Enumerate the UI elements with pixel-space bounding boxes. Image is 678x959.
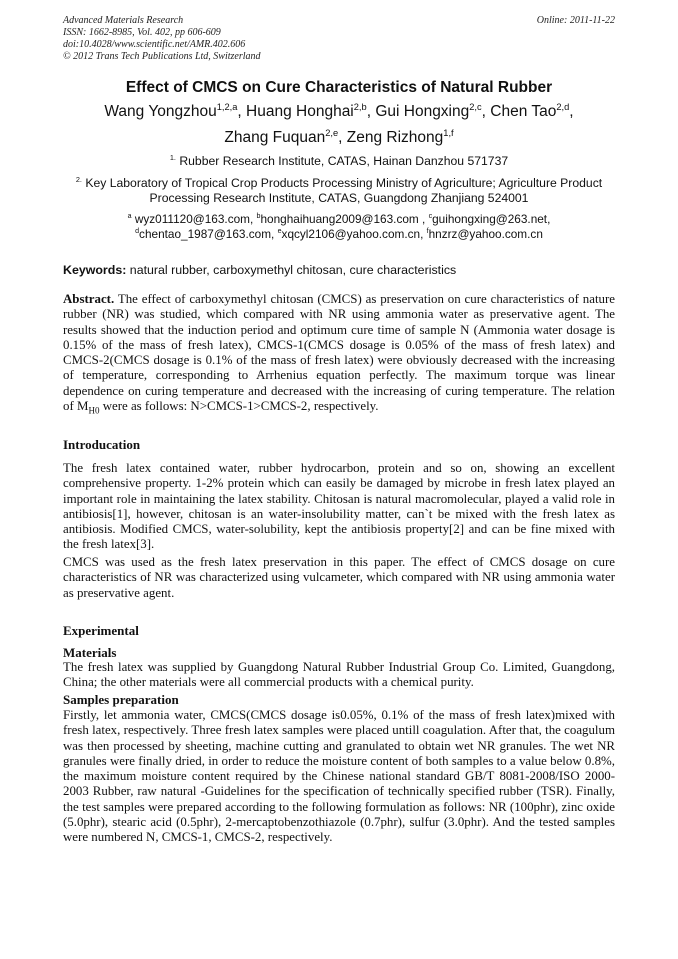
abstract-paragraph [63, 292, 615, 414]
abstract-text-end: were as follows: N>CMCS-1>CMCS-2, respectively. [99, 399, 379, 414]
author-name: Huang Honghai [246, 103, 354, 120]
author-affiliation-mark: 2,e [325, 127, 339, 138]
email-list-line-2 [0, 227, 678, 241]
materials-heading: Materials [63, 645, 117, 660]
experimental-heading: Experimental [63, 623, 139, 638]
email-list-line-1 [0, 212, 678, 226]
email-address: xqcyl2106@yahoo.com.cn, [281, 227, 427, 241]
introduction-paragraph-1: The fresh latex contained water, rubber hydrocarbon, protein and so on, showing an excellent comprehensive property. 1-2% protein which can easily be damaged by microbe in fresh latex played an important role in maintaining the latex stability. Chitosan is natural macromolecular, played a valid role in antibiosis[1], however, chitosan is an water-insolubility matter, can`t be mixed with the fresh latex as antibiosis. Modified CMCS, water-solubility, kept the antibiosis property[2] and can be fine mixed with the fresh latex[3]. [63, 461, 615, 552]
abstract-subscript: H0 [88, 405, 100, 416]
journal-header [63, 15, 615, 63]
email-address: hnzrz@yahoo.com.cn [428, 227, 543, 241]
affiliation-mark: 1. [169, 152, 176, 162]
copyright-line: © 2012 Trans Tech Publications Ltd, Switzerland [63, 51, 261, 62]
issn-line: ISSN: 1662-8985, Vol. 402, pp 606-609 [63, 27, 221, 38]
paper-title: Effect of CMCS on Cure Characteristics of Natural Rubber [125, 79, 553, 96]
affiliation-mark: 2. [75, 174, 82, 184]
author-name: Wang Yongzhou [104, 103, 217, 120]
email-address: guihongxing@263.net, [432, 212, 551, 226]
author-name: Zhang Fuquan [224, 129, 326, 146]
abstract-text: The effect of carboxymethyl chitosan (CMCS) as preservation on cure characteristics of nature rubber (NR) was studied, which compared with NR using ammonia water as preservative agent. The results showed that the induction period and optimum cure time of sample N (Ammonia water dosage is 0.15% of the mass of fresh latex), CMCS-1(CMCS dosage is 0.05% of the mass of fresh latex) and CMCS-2(CMCS dosage is 0.1% of the mass of fresh latex) were obviously decreased with the increasing of temperature, corresponding to Arrhenius equation perfectly. The maximum torque was linear dependence on curing temperature and decreased with the increasing of curing temperature. The relation of M [63, 292, 615, 414]
samples-preparation-heading: Samples preparation [63, 692, 179, 707]
email-address: honghaihuang2009@163.com , [260, 212, 429, 226]
abstract-label: Abstract. [63, 292, 115, 306]
email-mark: e [277, 227, 282, 236]
affiliation-text-continued: Processing Research Institute, CATAS, Guangdong Zhanjiang 524001 [149, 191, 529, 205]
email-mark: b [256, 212, 261, 221]
author-name: Chen Tao [490, 103, 557, 120]
affiliation-text: Key Laboratory of Tropical Crop Products Processing Ministry of Agriculture; Agriculture Product [85, 176, 603, 190]
affiliation-text: Rubber Research Institute, CATAS, Hainan Danzhou 571737 [179, 154, 509, 168]
keywords-label: Keywords: [63, 263, 127, 277]
author-affiliation-mark: 2,b [353, 101, 367, 112]
author-name: Zeng Rizhong [346, 129, 444, 146]
author-affiliation-mark: 1,f [443, 127, 454, 138]
email-mark: f [426, 227, 429, 236]
author-affiliation-mark: 2,d [556, 101, 570, 112]
email-address: chentao_1987@163.com, [139, 227, 278, 241]
author-name: Gui Hongxing [375, 103, 470, 120]
author-affiliation-mark: 1,2,a [216, 101, 238, 112]
keywords-line [63, 263, 615, 277]
email-address: wyz011120@163.com, [134, 212, 257, 226]
affiliation-2 [0, 176, 678, 206]
keywords-text: natural rubber, carboxymethyl chitosan, cure characteristics [126, 263, 457, 277]
introduction-paragraph-2: CMCS was used as the fresh latex preservation in this paper. The effect of CMCS dosage on cure characteristics of NR was characterized using vulcameter, which compared with NR using ammonia water as preservative agent. [63, 555, 615, 600]
authors-line-2: Zhang Fuquan$^{2,e}$, Zeng Rizhong$^{1,f}$ [224, 127, 454, 146]
affiliation-1 [0, 154, 678, 169]
materials-paragraph: The fresh latex was supplied by Guangdong Natural Rubber Industrial Group Co. Limited, Guangdong, China; the other materials were all commercial products with a chemical purity. [63, 660, 615, 690]
email-mark: d [135, 227, 140, 236]
online-date: Online: 2011-11-22 [536, 15, 615, 26]
email-mark: c [428, 212, 433, 221]
journal-name: Advanced Materials Research [63, 15, 184, 26]
email-mark: a [127, 212, 132, 221]
introduction-heading: Introducation [63, 437, 141, 452]
authors-line-1: Wang Yongzhou$^{1,2,a}$, Huang Honghai$^{2,b}$, Gui Hongxing$^{2,c}$, Chen Tao$^{2,d}$, [104, 101, 574, 120]
doi-line: doi:10.4028/www.scientific.net/AMR.402.606 [63, 39, 246, 50]
samples-preparation-paragraph: Firstly, let ammonia water, CMCS(CMCS dosage is0.05%, 0.1% of the mass of fresh latex)mixed with fresh latex, respectively. Three fresh latex samples were placed untill coagulation. After that, the coagulum was then processed by sheeting, machine cutting and granulated to obtain wet NR granules. The wet NR granules were finally dried, in order to reduce the moisture content of both samples to a value below 0.8%, the maximum moisture content required by the Chinese national standard GB/T 8081-2008/ISO 2000-2003 Rubber, raw natural -Guidelines for the specification of technically specified rubber (TSR). Finally, the test samples were prepared according to the following formulation as follows: NR (100phr), zinc oxide (5.0phr), stearic acid (0.5phr), 2-mercaptobenzothiazole (0.7phr), sulfur (3.0phr). And the tested samples were numbered N, CMCS-1, CMCS-2, respectively. [63, 708, 615, 845]
author-affiliation-mark: 2,c [469, 101, 482, 112]
